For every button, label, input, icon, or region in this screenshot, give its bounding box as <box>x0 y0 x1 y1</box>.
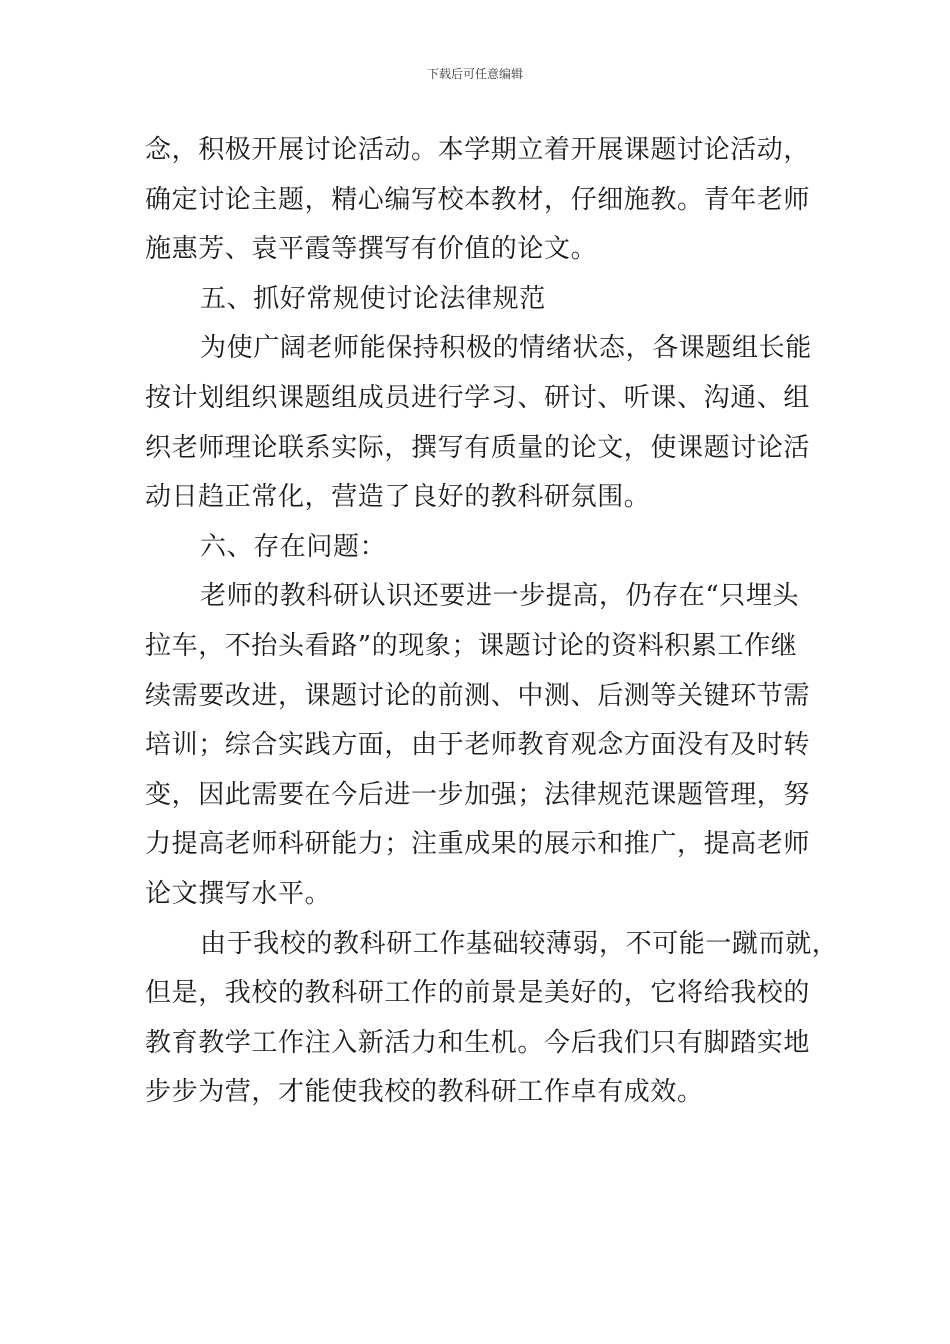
section-heading: 六、存在问题： <box>200 531 387 562</box>
text-line: 动日趋正常化，营造了良好的教科研氛围。 <box>145 482 651 513</box>
text-line: 拉车，不抬头看路”的现象；课题讨论的资料积累工作继 <box>145 630 798 661</box>
text-line: 步步为营，才能使我校的教科研工作卓有成效。 <box>145 1077 704 1108</box>
text-line: 教育教学工作注入新活力和生机。今后我们只有脚踏实地 <box>145 1027 811 1058</box>
text-line: 老师的教科研认识还要进一步提高，仍存在“只埋头 <box>200 581 800 612</box>
text-line: 论文撰写水平。 <box>145 878 332 909</box>
text-line: 施惠芳、袁平霞等撰写有价值的论文。 <box>145 234 598 265</box>
text-line: 力提高老师科研能力；注重成果的展示和推广，提高老师 <box>145 829 811 860</box>
text-line: 由于我校的教科研工作基础较薄弱，不可能一蹴而就， <box>200 928 839 959</box>
text-line: 但是，我校的教科研工作的前景是美好的，它将给我校的 <box>145 978 811 1009</box>
page-header: 下载后可任意编辑 <box>426 67 523 81</box>
text-line: 念，积极开展讨论活动。本学期立着开展课题讨论活动， <box>145 135 811 165</box>
document-body <box>145 126 839 1118</box>
text-line: 织老师理论联系实际，撰写有质量的论文，使课题讨论活 <box>145 432 811 463</box>
text-line: 变，因此需要在今后进一步加强；法律规范课题管理，努 <box>145 779 811 810</box>
text-line: 续需要改进，课题讨论的前测、中测、后测等关键环节需 <box>145 680 811 711</box>
text-line: 为使广阔老师能保持积极的情绪状态，各课题组长能 <box>200 333 812 364</box>
text-line: 确定讨论主题，精心编写校本教材，仔细施教。青年老师 <box>145 184 811 215</box>
section-heading: 五、抓好常规使讨论法律规范 <box>200 283 546 314</box>
text-line: 按计划组织课题组成员进行学习、研讨、听课、沟通、组 <box>145 382 811 413</box>
text-line: 培训；综合实践方面，由于老师教育观念方面没有及时转 <box>145 730 811 761</box>
